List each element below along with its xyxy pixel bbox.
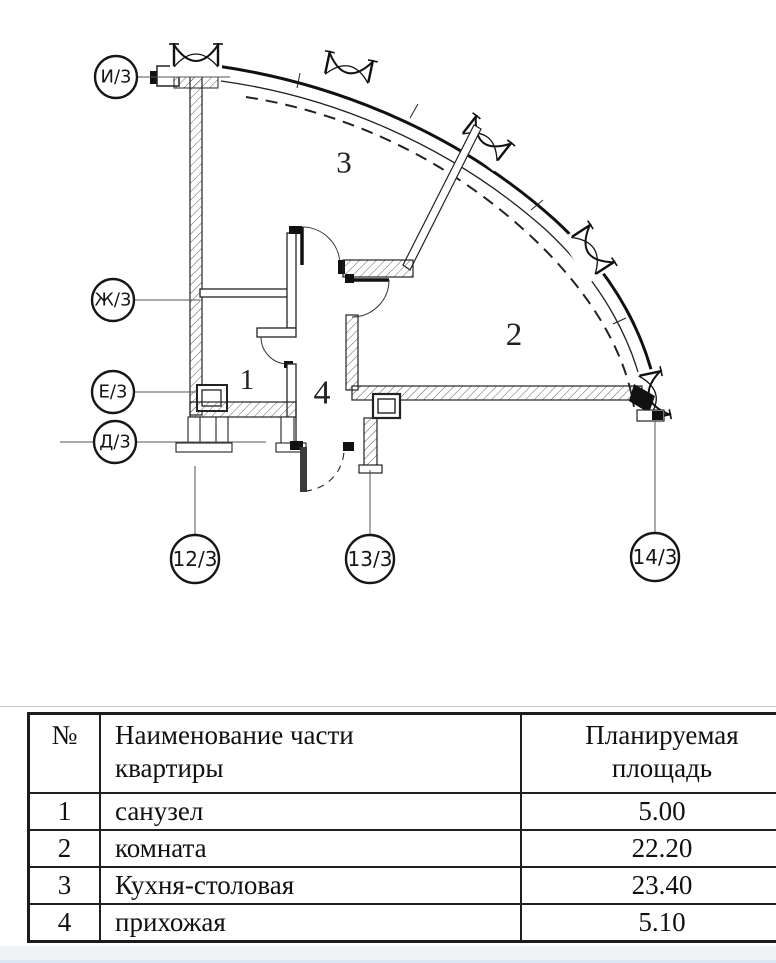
- footing-stem: [216, 417, 228, 444]
- axis-label: Ж/3: [95, 290, 132, 311]
- header-area-line1: Планируемая: [526, 719, 776, 752]
- row-area: 22.20: [521, 830, 776, 867]
- row-name: комната: [100, 830, 521, 867]
- axis-label: Е/3: [99, 382, 128, 403]
- row-name: прихожая: [100, 904, 521, 942]
- room2-door-arc: [352, 280, 389, 317]
- room1-bottom-wall: [190, 402, 296, 417]
- left-wall: [190, 68, 202, 415]
- entry-door-jamb: [343, 442, 354, 451]
- axis-marker-12-3: [171, 535, 219, 583]
- room1-door-header: [257, 328, 296, 337]
- window-symbol: [318, 47, 379, 94]
- axis-label: 14/3: [633, 545, 678, 569]
- axis-label: И/3: [101, 67, 132, 88]
- window-symbol: [560, 218, 620, 283]
- entry-door-leaf: [300, 447, 307, 492]
- facade-end-cap-block: [652, 411, 663, 420]
- row-area: 5.10: [521, 904, 776, 942]
- bottom-strip: [0, 946, 776, 963]
- header-area: [521, 714, 776, 794]
- room-label-1: 1: [240, 364, 255, 396]
- door-jamb: [289, 226, 302, 234]
- axis-label: 12/3: [173, 547, 218, 571]
- axis-marker-zh3: [92, 279, 134, 321]
- header-area-line2: площадь: [526, 752, 776, 785]
- footing-stem: [281, 417, 294, 444]
- row-num: 4: [29, 904, 101, 942]
- table-row: [29, 867, 776, 904]
- row-area: 23.40: [521, 867, 776, 904]
- header-num: №: [29, 714, 101, 794]
- table-row: [29, 904, 776, 942]
- axis-label: Д/3: [99, 432, 131, 453]
- kitchen-door-arc: [302, 227, 340, 265]
- row-name: Кухня-столовая: [100, 867, 521, 904]
- axis-marker-13-3: [346, 535, 394, 583]
- row-name: санузел: [100, 793, 521, 830]
- room-label-4: 4: [314, 375, 331, 412]
- footing-stem: [188, 417, 200, 444]
- room1-door-arc: [261, 337, 288, 364]
- column-inner: [378, 399, 395, 413]
- room2-left-wall: [346, 315, 358, 390]
- room-label-3: 3: [336, 145, 352, 180]
- window-symbol: [169, 40, 223, 77]
- room-label-2: 2: [506, 317, 523, 353]
- entry-door-arc: [305, 451, 344, 491]
- row-num: 3: [29, 867, 101, 904]
- table-row: [29, 830, 776, 867]
- header-name-line2: квартиры: [115, 752, 516, 785]
- axis-marker-i3: [95, 56, 137, 98]
- partition-room1-top: [200, 289, 288, 297]
- header-name: [100, 714, 521, 794]
- horizontal-divider-line: [0, 706, 776, 707]
- header-name-line1: Наименование части: [115, 719, 516, 752]
- partition-room1-right: [287, 233, 296, 328]
- table-header-row: [29, 714, 776, 794]
- row-num: 2: [29, 830, 101, 867]
- row-area: 5.00: [521, 793, 776, 830]
- axis-marker-14-3: [631, 533, 679, 581]
- footing-base: [176, 443, 232, 452]
- axis-label: 13/3: [348, 547, 393, 571]
- axis-marker-d3: [94, 421, 136, 463]
- axis-marker-e3: [92, 371, 134, 413]
- diagonal-partition: [403, 125, 481, 270]
- table-row: [29, 793, 776, 830]
- axis-leader-lines: [60, 77, 655, 535]
- room-area-table: [27, 712, 776, 943]
- row-num: 1: [29, 793, 101, 830]
- hall-right-wall: [364, 418, 377, 467]
